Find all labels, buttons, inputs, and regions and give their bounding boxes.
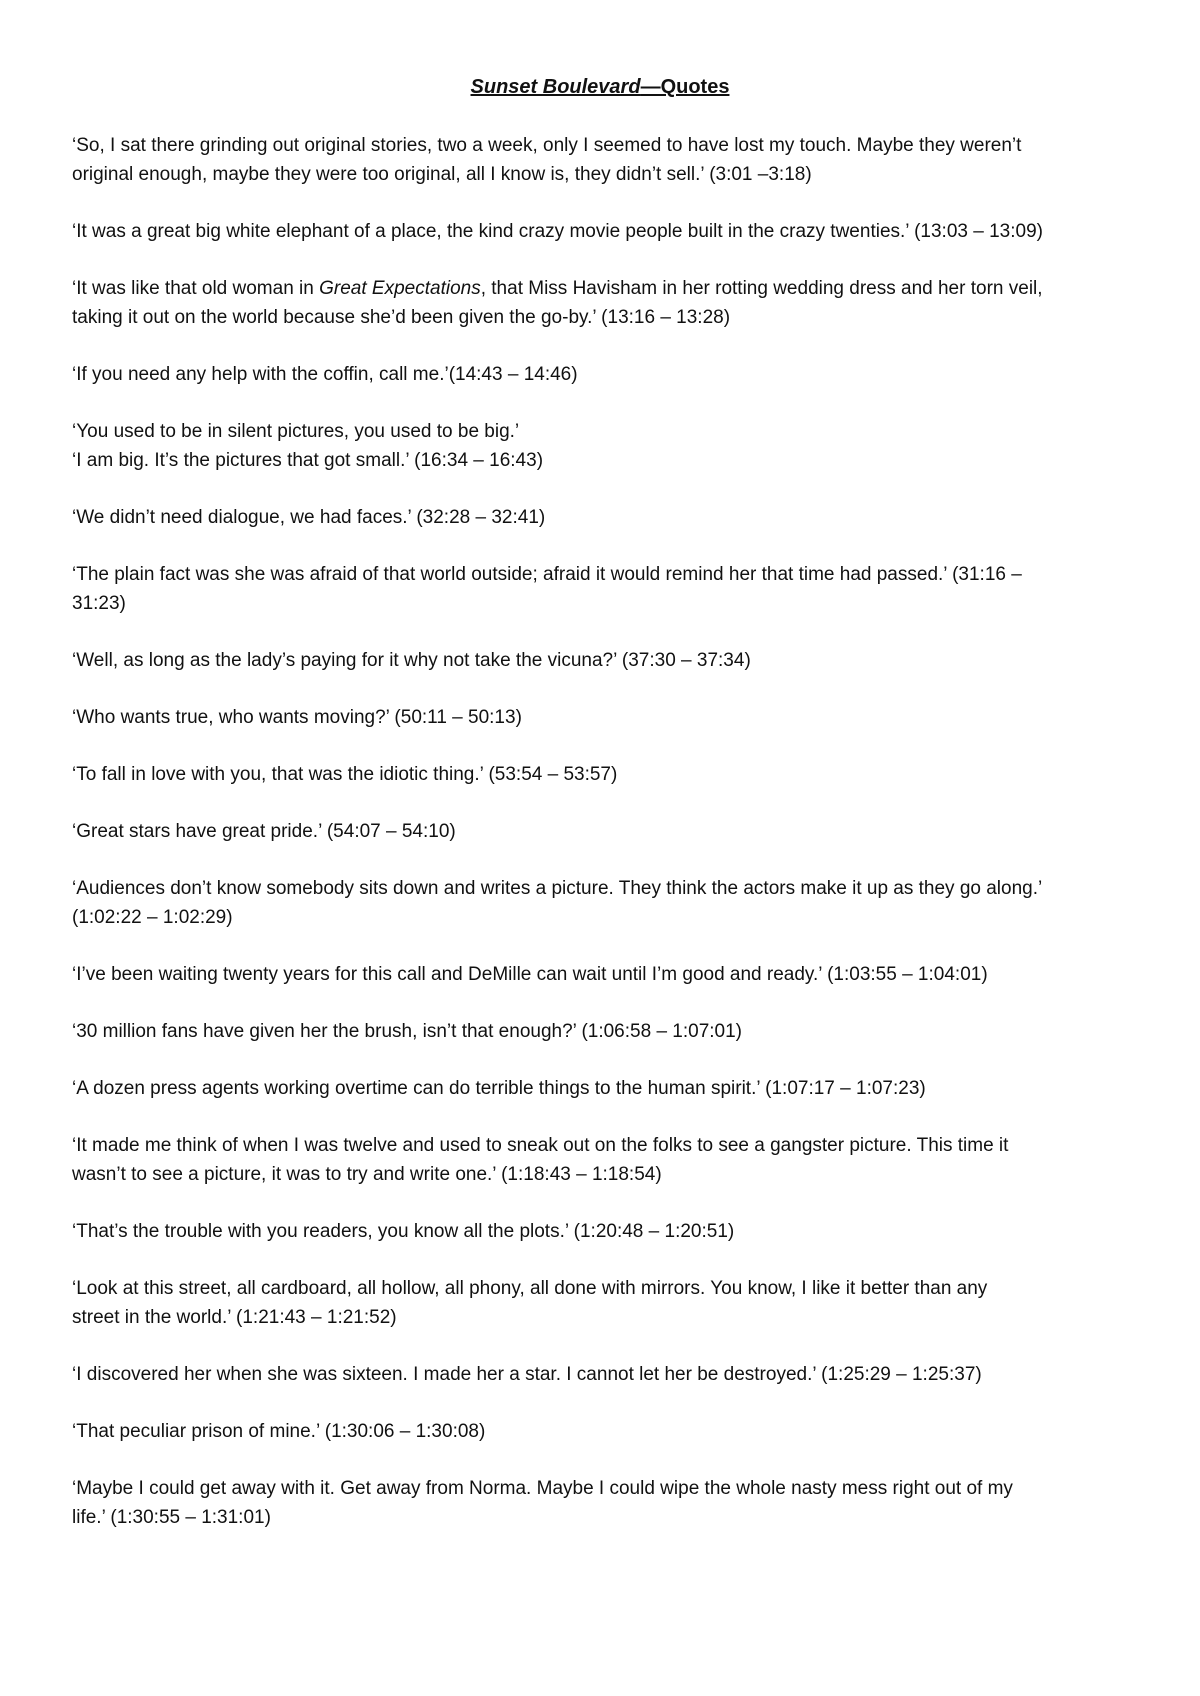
quote-item (72, 131, 1132, 189)
quote-item (72, 1274, 1132, 1332)
quote-item (72, 417, 1132, 475)
quote-line: ‘The plain fact was she was afraid of that world outside; afraid it would remind her that time had passed.’ (31:16 – (72, 564, 1022, 585)
quote-line: ‘Well, as long as the lady’s paying for it why not take the vicuna?’ (37:30 – 37:34) (72, 650, 751, 671)
quote-line: ‘Great stars have great pride.’ (54:07 – 54:10) (72, 821, 456, 842)
quote-line: wasn’t to see a picture, it was to try and write one.’ (1:18:43 – 1:18:54) (72, 1164, 662, 1185)
quote-line: ‘That’s the trouble with you readers, you know all the plots.’ (1:20:48 – 1:20:51) (72, 1221, 735, 1242)
quote-item (72, 560, 1132, 618)
quote-text: , that Miss Havisham in her rotting wedding dress and her torn veil, (480, 278, 1043, 299)
quote-line: taking it out on the world because she’d been given the go-by.’ (13:16 – 13:28) (72, 307, 731, 328)
quote-item (72, 1417, 1132, 1446)
quote-line: ‘It made me think of when I was twelve and used to sneak out on the folks to see a gangster picture. This time it (72, 1135, 1009, 1156)
quote-text: ‘It was like that old woman in (72, 278, 320, 299)
quote-item (72, 1474, 1132, 1532)
quote-item (72, 360, 1132, 389)
quote-line: ‘I’ve been waiting twenty years for this call and DeMille can wait until I’m good and ready.’ (1:03:55 – 1:04:01) (72, 964, 988, 985)
quote-line: ‘I discovered her when she was sixteen. I made her a star. I cannot let her be destroyed.’ (1:25:29 – 1:25:37) (72, 1364, 982, 1385)
quote-line: ‘Maybe I could get away with it. Get away from Norma. Maybe I could wipe the whole nasty mess right out of my (72, 1478, 1013, 1499)
page-title (0, 74, 1200, 100)
quote-item (72, 274, 1132, 332)
quote-line: ‘If you need any help with the coffin, call me.’(14:43 – 14:46) (72, 364, 578, 385)
title-film-name: Sunset Boulevard (470, 76, 641, 98)
quote-line: ‘To fall in love with you, that was the idiotic thing.’ (53:54 – 53:57) (72, 764, 618, 785)
quote-line: ‘Who wants true, who wants moving?’ (50:11 – 50:13) (72, 707, 522, 728)
quote-list (72, 131, 1132, 1560)
title-suffix: —Quotes (640, 76, 730, 98)
quote-item (72, 217, 1132, 246)
quote-line: ‘It was a great big white elephant of a place, the kind crazy movie people built in the crazy twenties.’ (13:03 – 13:09) (72, 221, 1043, 242)
quote-line: ‘A dozen press agents working overtime can do terrible things to the human spirit.’ (1:07:17 – 1:07:23) (72, 1078, 926, 1099)
quote-line: street in the world.’ (1:21:43 – 1:21:52) (72, 1307, 397, 1328)
quote-line: original enough, maybe they were too original, all I know is, they didn’t sell.’ (3:01 –3:18) (72, 164, 812, 185)
quote-line: ‘Look at this street, all cardboard, all hollow, all phony, all done with mirrors. You know, I like it better than any (72, 1278, 988, 1299)
quote-line: ‘That peculiar prison of mine.’ (1:30:06 – 1:30:08) (72, 1421, 486, 1442)
quote-item (72, 646, 1132, 675)
quote-item (72, 960, 1132, 989)
quote-line: ‘You used to be in silent pictures, you used to be big.’ (72, 421, 520, 442)
quote-line: ‘I am big. It’s the pictures that got small.’ (16:34 – 16:43) (72, 450, 544, 471)
quote-line: ‘So, I sat there grinding out original stories, two a week, only I seemed to have lost my touch. Maybe they weren’t (72, 135, 1022, 156)
quote-item (72, 874, 1132, 932)
quote-item (72, 760, 1132, 789)
quote-item (72, 1131, 1132, 1189)
quote-item (72, 1360, 1132, 1389)
quote-item (72, 1017, 1132, 1046)
quote-item (72, 1074, 1132, 1103)
quote-line (72, 274, 1132, 303)
quote-item (72, 703, 1132, 732)
quote-line: ‘We didn’t need dialogue, we had faces.’ (32:28 – 32:41) (72, 507, 546, 528)
quote-line: ‘Audiences don’t know somebody sits down and writes a picture. They think the actors make it up as they go along.’ (72, 878, 1043, 899)
quote-item (72, 1217, 1132, 1246)
quote-line: life.’ (1:30:55 – 1:31:01) (72, 1507, 271, 1528)
quote-line: 31:23) (72, 593, 126, 614)
quote-item (72, 503, 1132, 532)
quote-line: ‘30 million fans have given her the brush, isn’t that enough?’ (1:06:58 – 1:07:01) (72, 1021, 743, 1042)
quote-item (72, 817, 1132, 846)
book-title: Great Expectations (319, 278, 481, 299)
quote-line: (1:02:22 – 1:02:29) (72, 907, 233, 928)
